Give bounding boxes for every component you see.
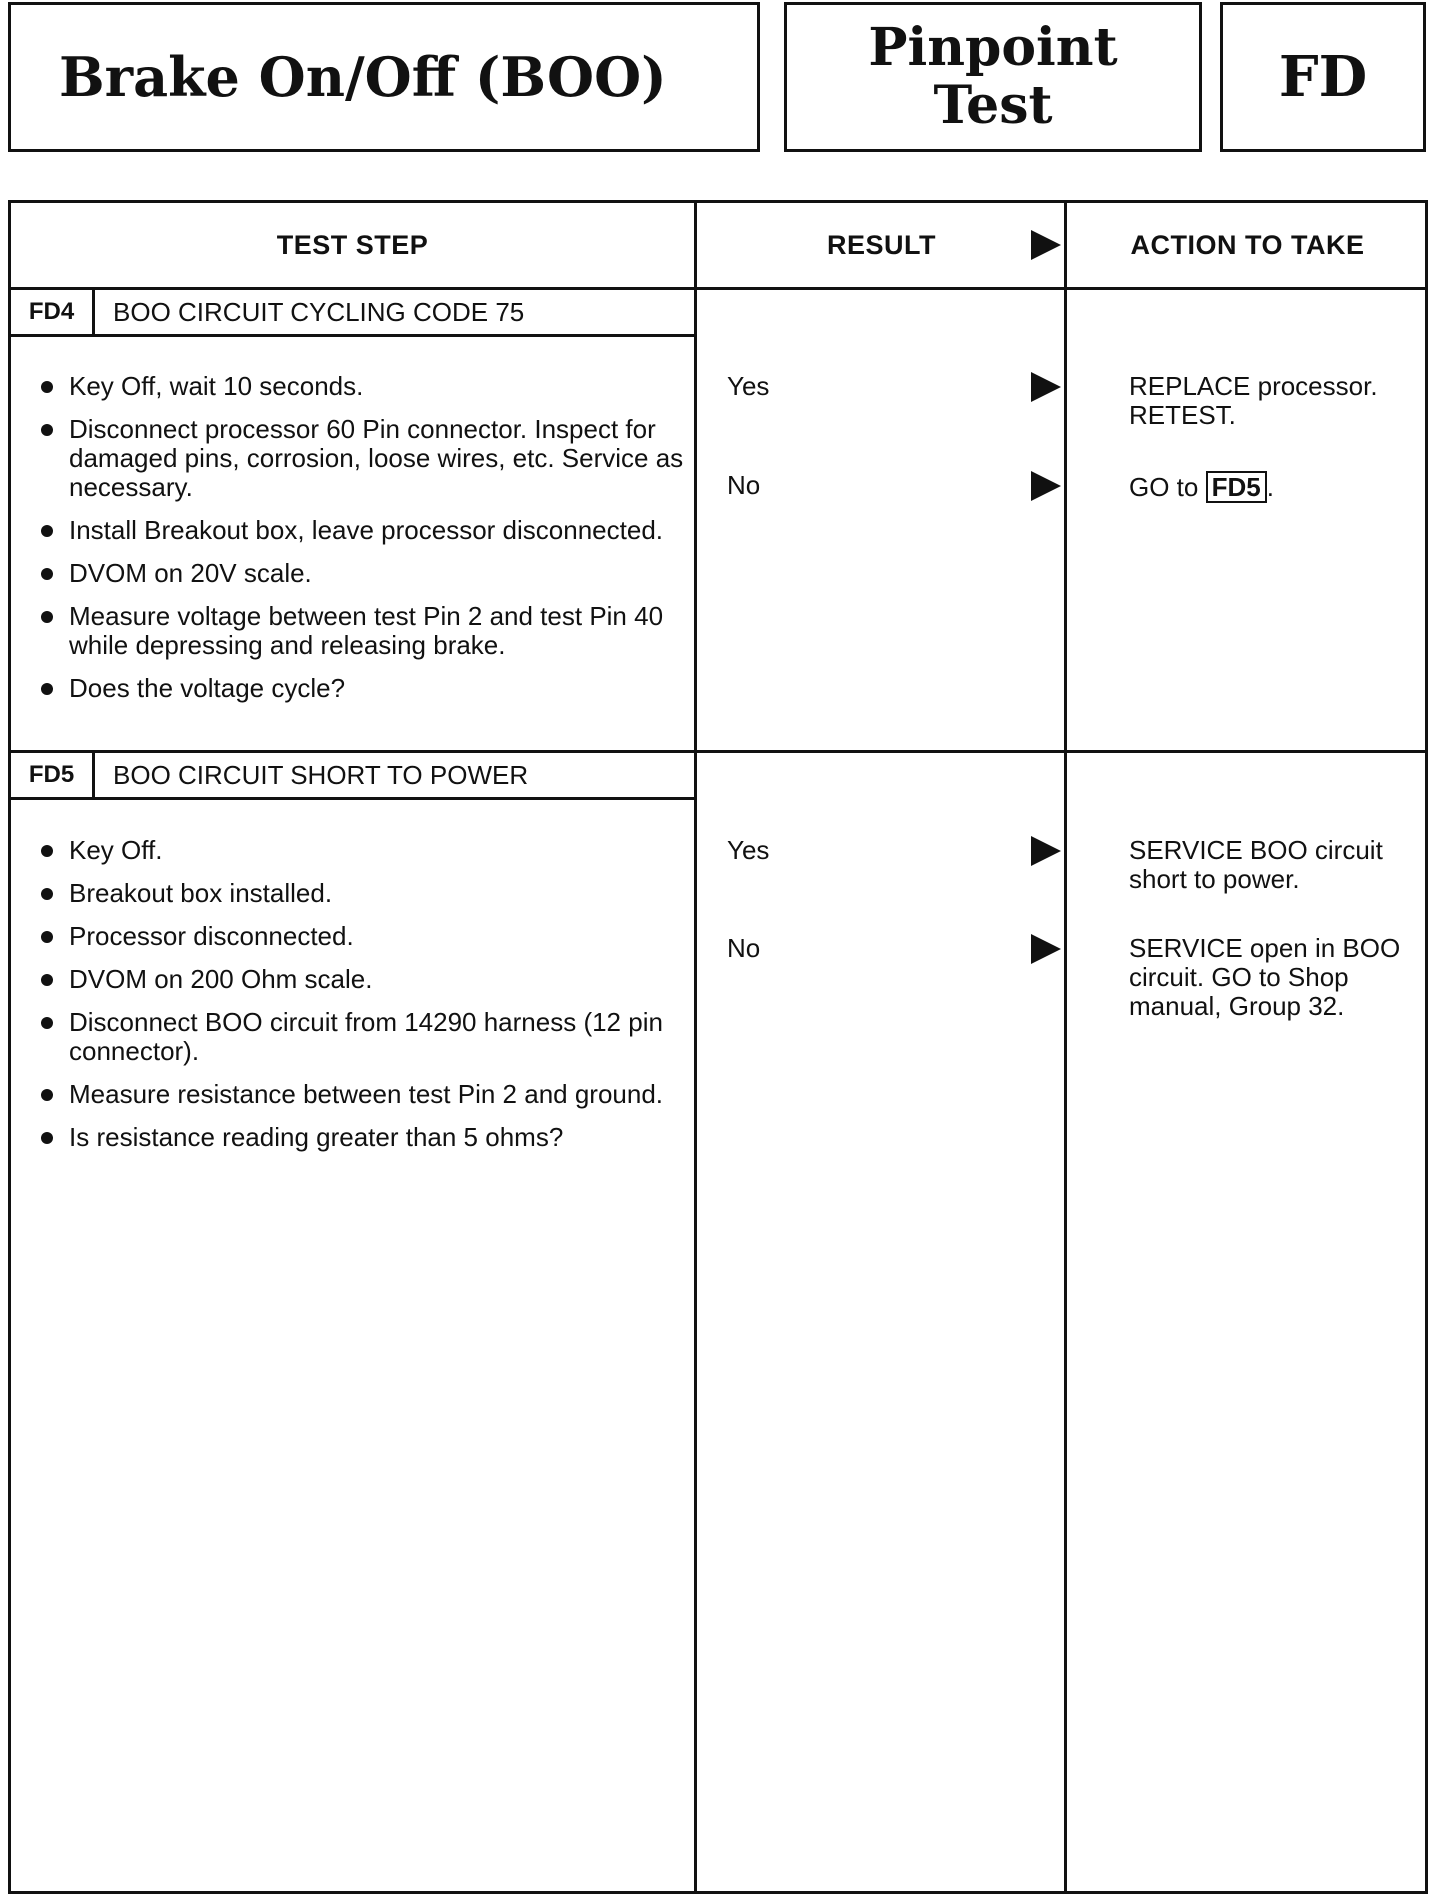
- test-code-box: [1220, 2, 1426, 152]
- step-title-fd5: BOO CIRCUIT SHORT TO POWER: [113, 759, 529, 790]
- column-header-result: RESULT: [827, 229, 936, 260]
- instruction-item: Does the voltage cycle?: [39, 674, 689, 703]
- instruction-item: Measure resistance between test Pin 2 and ground.: [39, 1080, 689, 1109]
- instruction-item: Is resistance reading greater than 5 ohms?: [39, 1123, 689, 1152]
- instruction-item: DVOM on 200 Ohm scale.: [39, 965, 689, 994]
- result-arrow-icon: [1031, 934, 1061, 964]
- result-arrow-icon: [1031, 372, 1061, 402]
- instruction-item: Key Off.: [39, 836, 689, 865]
- instruction-item: Processor disconnected.: [39, 922, 689, 951]
- result-yes-fd5: Yes: [727, 835, 770, 865]
- column-divider-result: [694, 203, 697, 1891]
- instruction-item: Install Breakout box, leave processor disconnected.: [39, 516, 689, 545]
- test-label: Test: [933, 75, 1053, 136]
- step-instructions-fd5: [39, 836, 689, 1166]
- result-arrow-icon: [1031, 471, 1061, 501]
- action-period: .: [1266, 472, 1274, 502]
- column-header-test-step: TEST STEP: [276, 229, 429, 260]
- test-code: FD: [1278, 44, 1368, 110]
- step-instructions-fd4: [39, 372, 689, 717]
- action-no-fd4: [1129, 471, 1419, 503]
- result-no-fd4: No: [727, 470, 761, 500]
- pinpoint-test-box: [784, 2, 1202, 152]
- instruction-item: Measure voltage between test Pin 2 and test Pin 40 while depressing and releasing brake.: [39, 602, 689, 660]
- result-arrow-icon: [1031, 836, 1061, 866]
- page-title: Brake On/Off (BOO): [59, 45, 667, 109]
- step-id-fd4: FD4: [11, 290, 95, 334]
- page-title-box: [8, 2, 760, 152]
- instruction-item: Breakout box installed.: [39, 879, 689, 908]
- result-arrow-icon: [1031, 230, 1061, 260]
- pinpoint-label: Pinpoint: [868, 17, 1118, 78]
- step-title-divider-fd5: [11, 797, 694, 800]
- column-divider-action: [1064, 203, 1067, 1891]
- instruction-item: Disconnect processor 60 Pin connector. Inspect for damaged pins, corrosion, loose wires, etc. Service as necessary.: [39, 415, 689, 502]
- pinpoint-test-table: [8, 200, 1428, 1894]
- result-yes-fd4: Yes: [727, 371, 770, 401]
- result-no-fd5: No: [727, 933, 761, 963]
- instruction-item: Disconnect BOO circuit from 14290 harness (12 pin connector).: [39, 1008, 689, 1066]
- action-yes-fd5: SERVICE BOO circuit short to power.: [1129, 835, 1383, 894]
- instruction-item: DVOM on 20V scale.: [39, 559, 689, 588]
- action-yes-fd4: REPLACE processor. RETEST.: [1129, 371, 1378, 430]
- step-reference-fd5[interactable]: FD5: [1206, 471, 1267, 503]
- column-header-action: ACTION TO TAKE: [1130, 229, 1365, 260]
- action-go-to-text: GO to: [1129, 472, 1199, 502]
- action-no-fd5: SERVICE open in BOO circuit. GO to Shop manual, Group 32.: [1129, 933, 1401, 1021]
- step-title-fd4: BOO CIRCUIT CYCLING CODE 75: [113, 296, 525, 327]
- step-id-fd5: FD5: [11, 753, 95, 797]
- step-title-divider-fd4: [11, 334, 694, 337]
- instruction-item: Key Off, wait 10 seconds.: [39, 372, 689, 401]
